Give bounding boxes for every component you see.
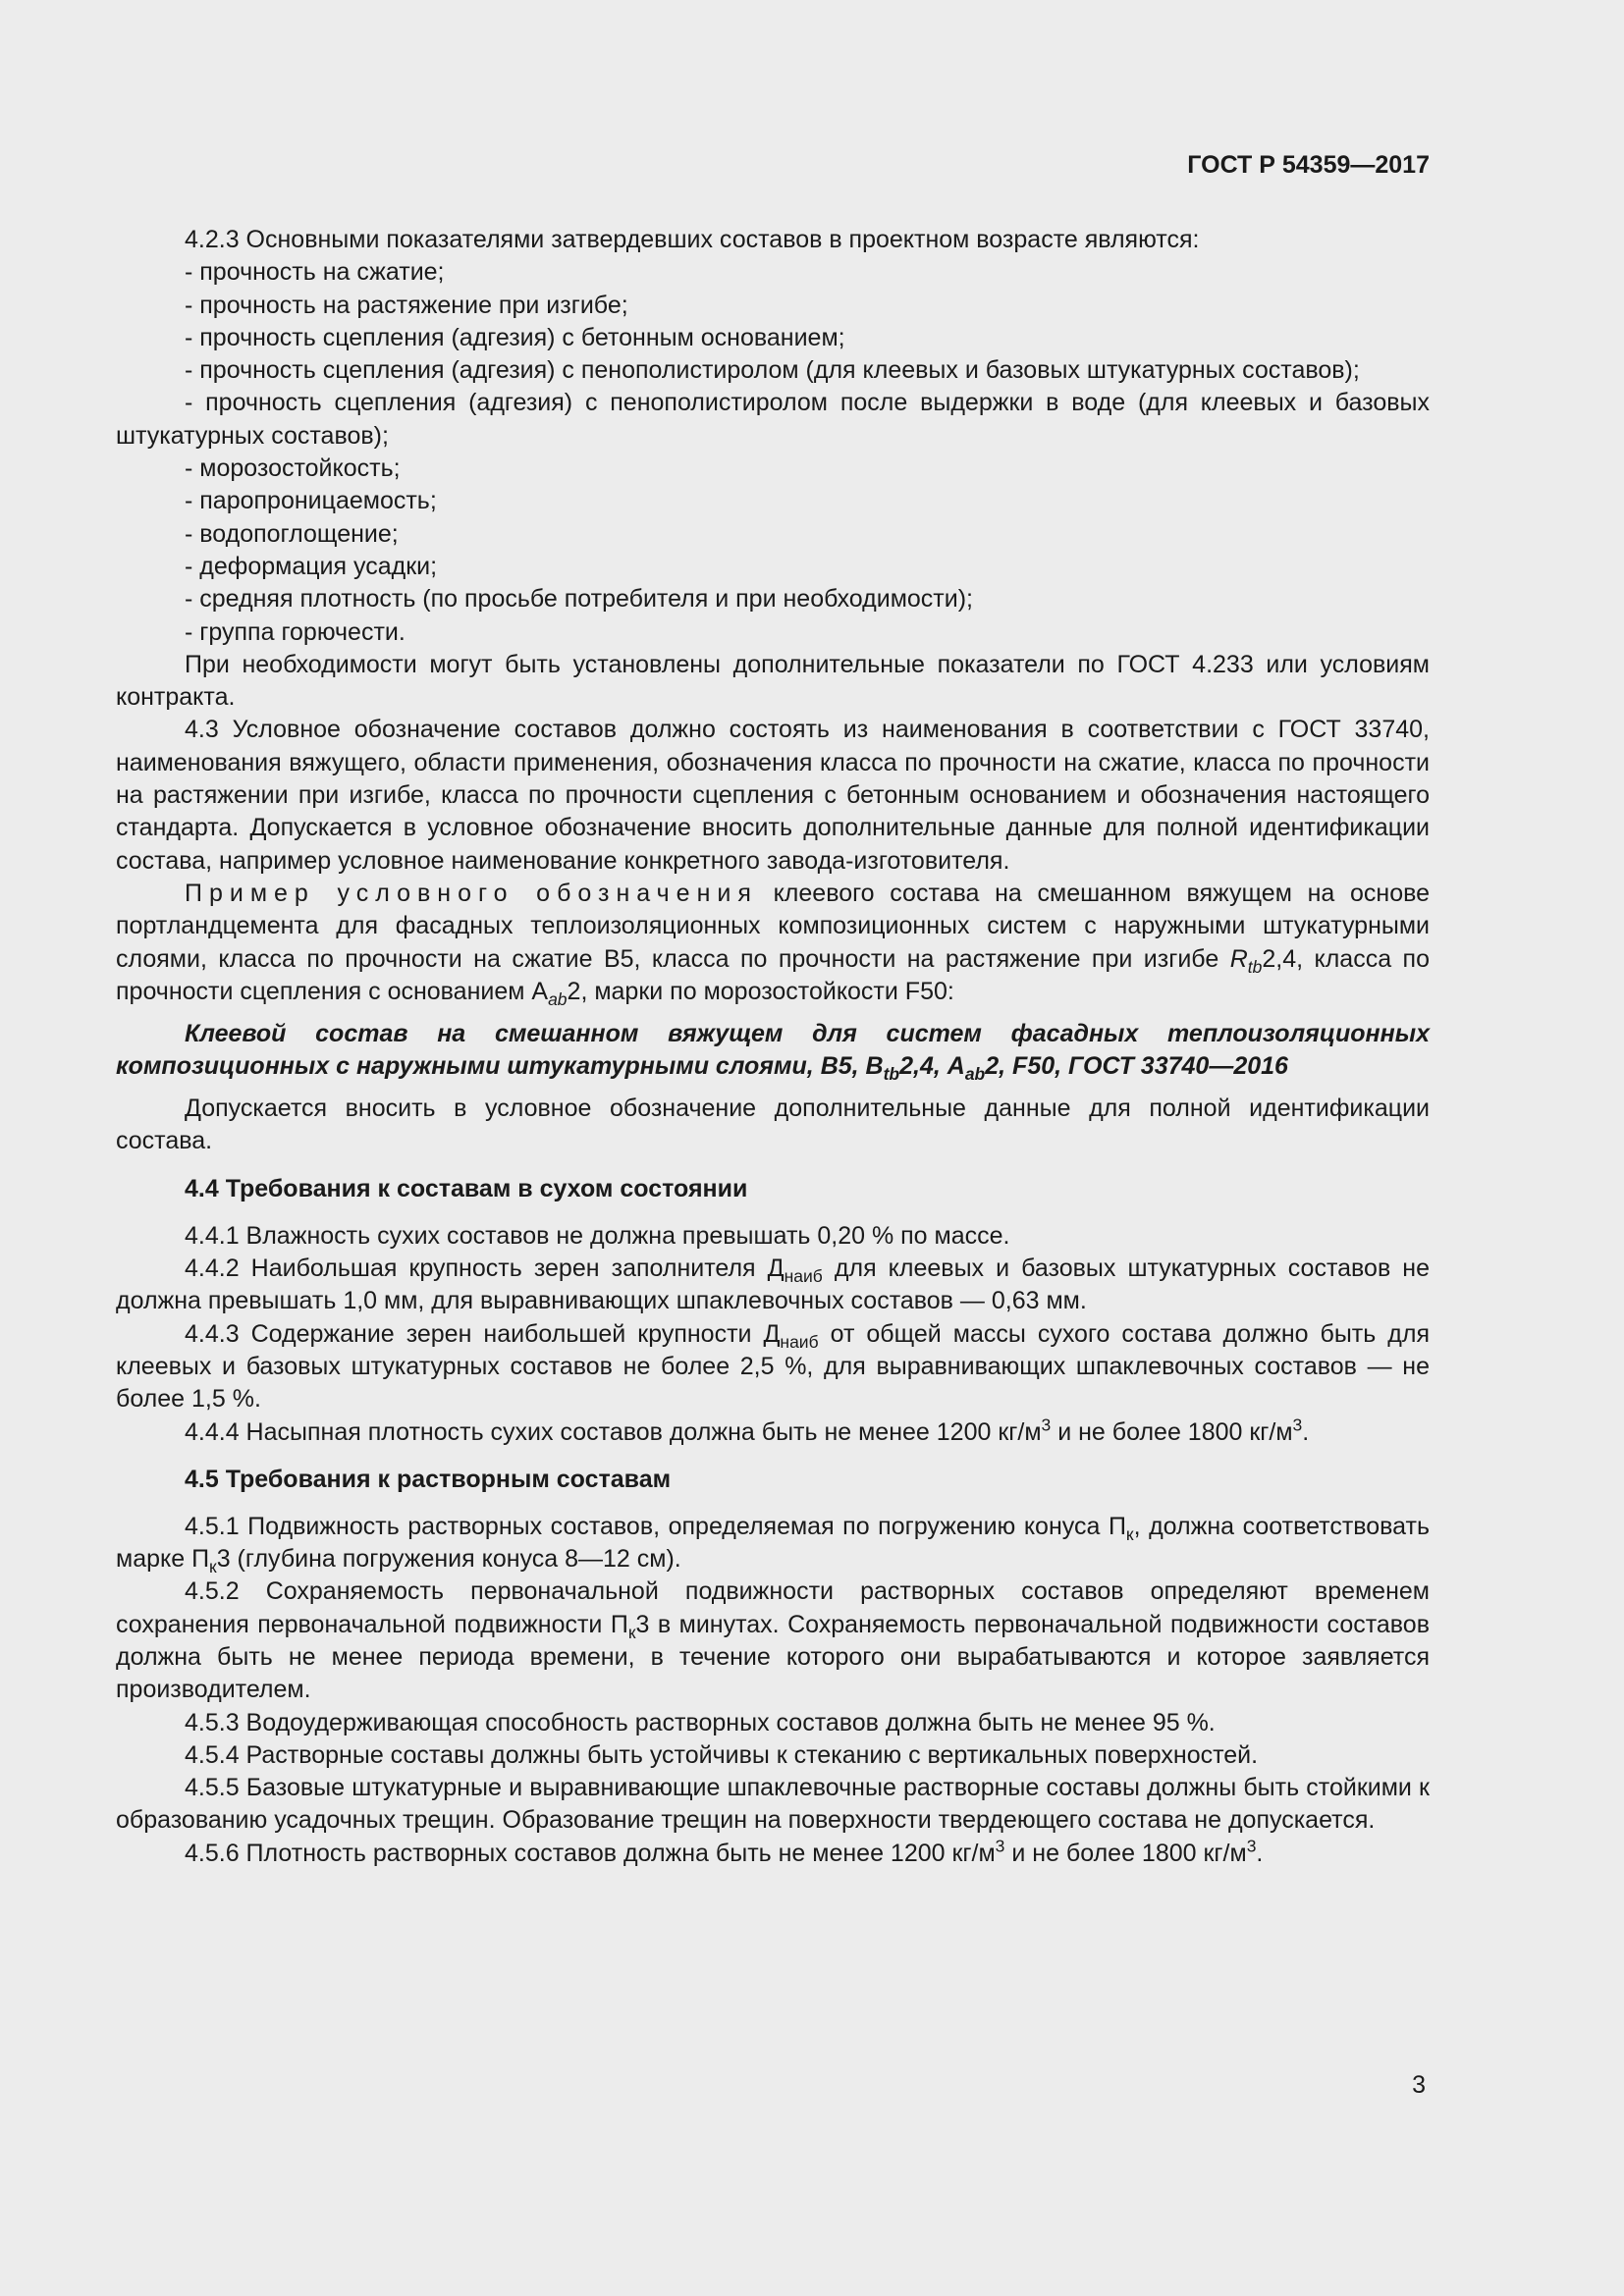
paragraph-4-3: 4.3 Условное обозначение составов должно состоять из наименования в соответствии с ГОСТ 33740, наименования вяжущего, области применения, обозначения класса по прочности на сжатие, класса по прочности на растяжении при изгибе, класса по прочности сцепления с бетонным основанием и обозначения настоящего стандарта. Допускается в условное обозначение вносить дополнительные данные для полной идентификации состава, например условное наименование конкретного завода-изготовителя. bbox=[116, 716, 1430, 875]
document-body bbox=[116, 224, 1430, 1870]
document-header: ГОСТ Р 54359—2017 bbox=[1187, 151, 1430, 179]
paragraph-4-5-5: 4.5.5 Базовые штукатурные и выравнивающие шпаклевочные растворные составы должны быть стойкими к образованию усадочных трещин. Образование трещин на поверхности твердеющего состава не допускается. bbox=[116, 1774, 1430, 1835]
list-item: - морозостойкость; bbox=[185, 454, 401, 483]
paragraph-4-2-3: 4.2.3 Основными показателями затвердевших составов в проектном возрасте являются: bbox=[185, 226, 1200, 253]
list-item: - прочность сцепления (адгезия) с пенополистиролом после выдержки в воде (для клеевых и базовых штукатурных составов); bbox=[116, 389, 1430, 450]
list-item: - паропроницаемость; bbox=[185, 487, 437, 515]
list-item: - прочность сцепления (адгезия) с бетонным основанием; bbox=[185, 323, 845, 351]
example-paragraph: Пример условного обозначения клеевого состава на смешанном вяжущем на основе портландцемента для фасадных теплоизоляционных композиционных систем с наружными штукатурными слоями, класса по прочности на сжатие В5, класса по прочности на растяжение при изгибе $R_{tb}2,4$, класса по прочности сцепления с основанием $А_{ab}2$, марки по морозостойкости F50: bbox=[116, 879, 1431, 1009]
list-item: - деформация усадки; bbox=[185, 552, 438, 580]
list-item: - прочность на сжатие; bbox=[185, 258, 445, 287]
section-heading-4-5: 4.5 Требования к растворным составам bbox=[185, 1465, 672, 1493]
paragraph-4-4-2: 4.4.2 Наибольшая крупность зерен заполнителя $Д_{наиб}$ для клеевых и базовых штукатурных составов не должна превышать 1,0 мм, для выравнивающих шпаклевочных составов — 0,63 мм. bbox=[116, 1255, 1431, 1315]
example-label: Пример условного обозначения bbox=[185, 879, 758, 907]
paragraph-4-5-1: 4.5.1 Подвижность растворных составов, определяемая по погружению конуса $П_к$, должна соответствовать марке $П_к3$ (глубина погружения конуса 8—12 см). bbox=[116, 1512, 1431, 1577]
paragraph-4-4-4: 4.4.4 Насыпная плотность сухих составов должна быть не менее 1200 $кг/м^3$ и не более 1800 $кг/м^3$. bbox=[185, 1415, 1310, 1446]
paragraph-4-5-2: 4.5.2 Сохраняемость первоначальной подвижности растворных составов определяют временем сохранения первоначальной подвижности $П_к3$ в минутах. Сохраняемость первоначальной подвижности составов должна быть не менее периода времени, в течение которого они вырабатываются и которое заявляется производителем. bbox=[116, 1577, 1430, 1704]
paragraph-4-5-4: 4.5.4 Растворные составы должны быть устойчивы к стеканию с вертикальных поверхностей. bbox=[185, 1740, 1259, 1769]
list-item: - средняя плотность (по просьбе потребителя и при необходимости); bbox=[185, 585, 973, 614]
paragraph-allowed: Допускается вносить в условное обозначение дополнительные данные для полной идентификации состава. bbox=[116, 1095, 1430, 1155]
r-symbol: R bbox=[1229, 944, 1248, 973]
paragraph-4-5-3: 4.5.3 Водоудерживающая способность растворных составов должна быть не менее 95 %. bbox=[185, 1708, 1216, 1736]
paragraph-4-4-1: 4.4.1 Влажность сухих составов не должна превышать 0,20 % по массе. bbox=[185, 1221, 1010, 1250]
paragraph-4-5-6: 4.5.6 Плотность растворных составов должна быть не менее 1200 $кг/м^3$ и не более 1800 $кг/м^3$. bbox=[185, 1836, 1264, 1867]
list-item: - прочность на растяжение при изгибе; bbox=[185, 291, 628, 319]
paragraph-additional-indicators: При необходимости могут быть установлены дополнительные показатели по ГОСТ 4.233 или условиям контракта. bbox=[116, 650, 1430, 712]
list-item: - группа горючести. bbox=[185, 617, 406, 646]
page-number: 3 bbox=[1412, 2071, 1426, 2099]
designation-example: Клеевой состав на смешанном вяжущем для систем фасадных теплоизоляционных композиционных с наружными штукатурными слоями, В5, $В_{tb}2,4$, $А_{ab}2$, F50, ГОСТ 33740—2016 bbox=[116, 1020, 1430, 1085]
paragraph-4-4-3: 4.4.3 Содержание зерен наибольшей крупности $Д_{наиб}$ от общей массы сухого состава должно быть для клеевых и базовых штукатурных составов не более 2,5 %, для выравнивающих шпаклевочных составов — не более 1,5 %. bbox=[116, 1319, 1430, 1414]
list-item: - прочность сцепления (адгезия) с пенополистиролом (для клеевых и базовых штукатурных составов); bbox=[185, 356, 1360, 385]
section-heading-4-4: 4.4 Требования к составам в сухом состоянии bbox=[185, 1174, 748, 1202]
list-item: - водопоглощение; bbox=[185, 519, 399, 548]
